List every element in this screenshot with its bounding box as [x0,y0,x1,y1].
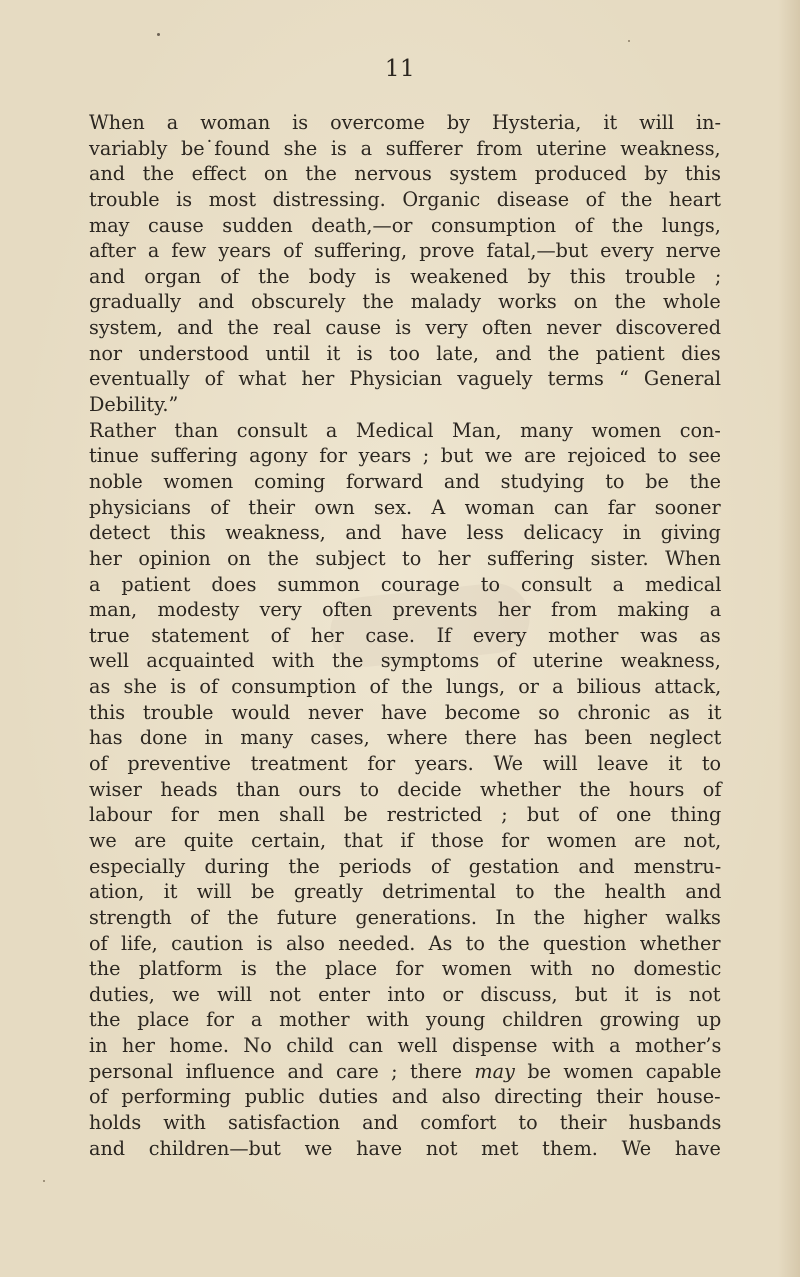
text-line-content: physicians of their own sex. A woman can far sooner [89,495,721,519]
text-line-content: the platform is the place for women with no domestic [89,957,722,981]
text-line [89,443,721,469]
text-line [89,623,721,649]
text-line-content: system, and the real cause is very often never discovered [89,316,722,340]
text-line-content: tinue suffering agony for years ; but we are rejoiced to see [89,444,722,468]
text-line [89,238,721,264]
text-line [89,648,721,674]
text-line-content: wiser heads than ours to decide whether the hours of [89,777,722,801]
text-line [89,469,721,495]
text-line-content: her opinion on the subject to her suffering sister. When [89,546,721,570]
text-line [89,725,721,751]
text-line [89,289,721,315]
text-line-content: the place for a mother with young children growing up [89,1008,722,1032]
text-line-content: man, modesty very often prevents her from making a [89,598,722,622]
ink-speck [157,33,160,36]
text-line-content: this trouble would never have become so chronic as it [89,700,722,724]
ink-speck [43,1180,45,1182]
text-line-content: trouble is most distressing. Organic disease of the heart [89,187,721,211]
body-text [89,110,721,1161]
text-line-content: Debility.” [89,393,179,417]
text-line-content: we are quite certain, that if those for women are not, [89,828,722,852]
text-line [89,597,721,623]
text-line [89,700,721,726]
text-line [89,1059,721,1085]
text-line [89,828,721,854]
ink-speck [628,40,630,42]
text-line-content: and the effect on the nervous system produced by this [89,162,722,186]
text-line [89,366,721,392]
text-line-content: nor understood until it is too late, and the patient dies [89,341,721,365]
text-line-content: of preventive treatment for years. We will leave it to [89,752,722,776]
text-line [89,802,721,828]
text-line [89,161,721,187]
text-line-content: duties, we will not enter into or discuss, but it is not [89,982,721,1006]
text-line-content: in her home. No child can well dispense with a mother’s [89,1034,722,1058]
emphasized-word: may [474,1059,515,1083]
text-line [89,1084,721,1110]
text-line [89,136,721,162]
text-line-content: strength of the future generations. In the higher walks [89,905,721,929]
text-line [89,110,721,136]
text-line-content: gradually and obscurely the malady works on the whole [89,290,721,314]
page-edge-shadow [778,0,800,1277]
text-line-content: detect this weakness, and have less delicacy in giving [89,521,721,545]
text-line [89,1007,721,1033]
text-line [89,751,721,777]
text-line [89,905,721,931]
text-line-content: ation, it will be greatly detrimental to the health and [89,880,722,904]
text-line-content: Rather than consult a Medical Man, many women con- [89,418,721,442]
text-line-content: especially during the periods of gestation and menstru- [89,854,722,878]
text-line [89,931,721,957]
text-line [89,520,721,546]
text-line-content: after a few years of suffering, prove fatal,—but every nerve [89,239,721,263]
text-line [89,1110,721,1136]
text-line-content: well acquainted with the symptoms of uterine weakness, [89,649,721,673]
text-line-content: eventually of what her Physician vaguely terms “ General [89,367,722,391]
text-line-content: of performing public duties and also directing their house- [89,1085,721,1109]
text-line-content: a patient does summon courage to consult a medical [89,572,722,596]
text-line-content: as she is of consumption of the lungs, or a bilious attack, [89,675,722,699]
text-line [89,392,721,418]
text-line [89,315,721,341]
text-line [89,879,721,905]
text-line-content: personal influence and care ; there [89,1059,462,1083]
text-line [89,187,721,213]
text-line [89,1136,721,1162]
text-line [89,213,721,239]
text-line-content: has done in many cases, where there has been neglect [89,726,722,750]
text-line-content: and organ of the body is weakened by this trouble ; [89,264,722,288]
text-line [89,264,721,290]
text-line [89,674,721,700]
text-line [89,956,721,982]
text-line-content: may cause sudden death,—or consumption of the lungs, [89,213,721,237]
text-line [89,854,721,880]
text-line-content: and children—but we have not met them. We have [89,1136,721,1160]
text-line [89,777,721,803]
text-line [89,546,721,572]
text-line-content: true statement of her case. If every mother was as [89,623,721,647]
text-line [89,572,721,598]
text-line-content: noble women coming forward and studying to be the [89,469,721,493]
text-line [89,982,721,1008]
text-line-content: labour for men shall be restricted ; but of one thing [89,803,722,827]
text-line-content: When a woman is overcome by Hysteria, it will in- [89,111,721,134]
text-line [89,495,721,521]
text-line-content: be women capable [514,1059,722,1083]
text-line [89,1033,721,1059]
page-number: 11 [384,56,416,82]
text-line-content: holds with satisfaction and comfort to their husbands [89,1110,722,1134]
text-line-content: of life, caution is also needed. As to the question whether [89,931,721,955]
text-line [89,341,721,367]
text-line-content: variably be˙found she is a sufferer from uterine weakness, [89,136,721,160]
text-line [89,418,721,444]
